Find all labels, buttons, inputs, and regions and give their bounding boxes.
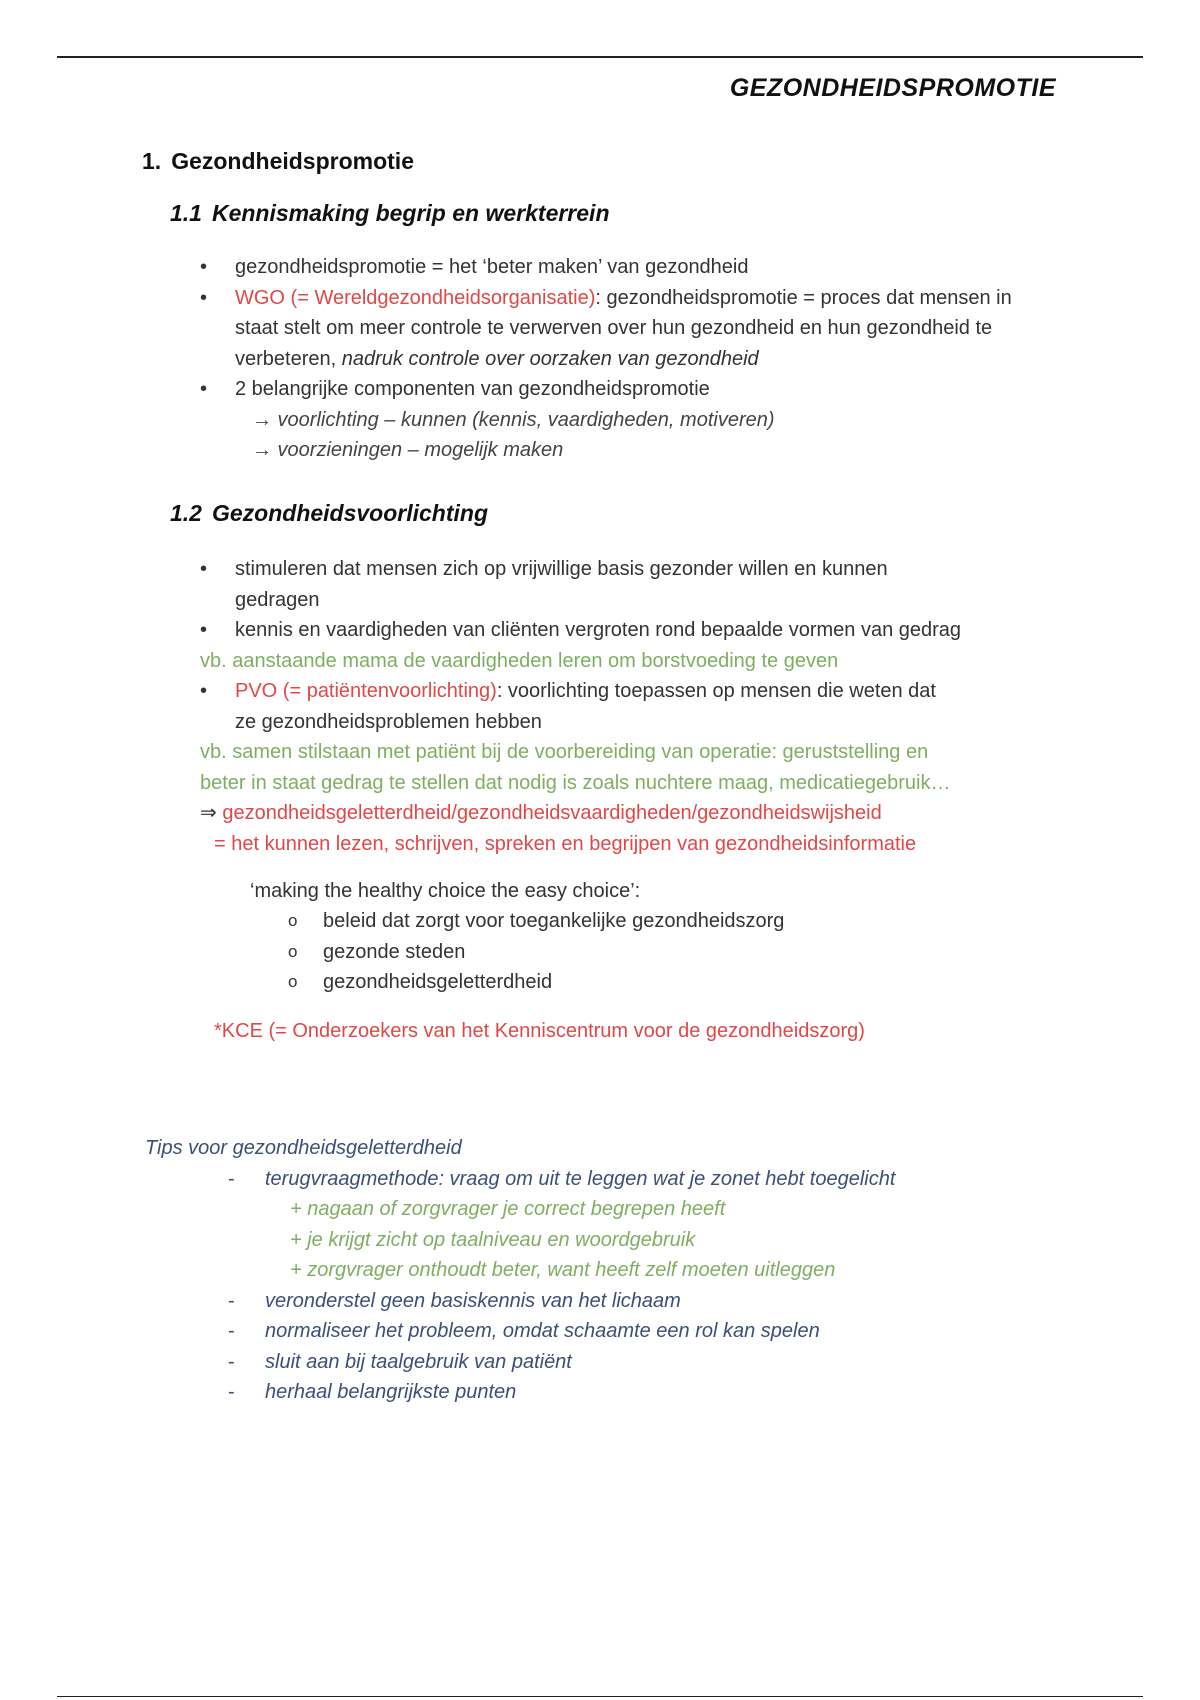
tip-item (0, 1286, 1200, 1317)
implication-line (0, 798, 1200, 829)
list-item (0, 676, 1200, 707)
list-item-text: gezondheidspromotie = het ‘beter maken’ van gezondheid (235, 256, 749, 278)
bullet-icon: • (200, 680, 208, 702)
tip-text: terugvraagmethode: vraag om uit te leggen wat je zonet hebt toegelicht (265, 1167, 896, 1190)
dash-icon: - (228, 1350, 235, 1373)
term-highlight: PVO (= patiëntenvoorlichting) (235, 680, 497, 702)
tip-text: veronderstel geen basiskennis van het lichaam (265, 1289, 681, 1312)
implication-text: gezondheidsgeletterdheid/gezondheidsvaardigheden/gezondheidswijsheid (222, 802, 882, 824)
term-highlight: WGO (= Wereldgezondheidsorganisatie) (235, 286, 596, 309)
list-item-text: stimuleren dat mensen zich op vrijwillige basis gezonder willen en kunnen (235, 558, 888, 580)
list-item (0, 615, 1200, 646)
tip-item (0, 1316, 1200, 1347)
list-item-continuation: ze gezondheidsproblemen hebben (235, 710, 542, 733)
section-heading-1 (142, 148, 414, 175)
tip-item (0, 1164, 1200, 1195)
tip-plus-item: + je krijgt zicht op taalniveau en woordgebruik (290, 1228, 696, 1251)
bullet-icon: • (200, 256, 208, 278)
document-title: GEZONDHEIDSPROMOTIE (729, 74, 1056, 102)
subsection-title: Kennismaking begrip en werkterrein (211, 200, 610, 226)
subsection-heading-1-1 (170, 200, 610, 227)
arrow-item: → voorzieningen – mogelijk maken (252, 439, 564, 461)
list-item-text: : gezondheidspromotie = proces dat mensen in (595, 286, 1012, 309)
bottom-rule (57, 1696, 1143, 1697)
circle-bullet-icon: o (288, 911, 298, 930)
list-item-text: 2 belangrijke componenten van gezondheidspromotie (235, 378, 710, 400)
sub-list-item (0, 967, 1200, 998)
bullet-icon: • (200, 558, 208, 580)
sub-list-item-text: beleid dat zorgt voor toegankelijke gezondheidszorg (323, 910, 785, 932)
sub-list (0, 906, 1200, 998)
definition-text: = het kunnen lezen, schrijven, spreken en begrijpen van gezondheidsinformatie (214, 832, 917, 855)
tip-text: normaliseer het probleem, omdat schaamte een rol kan spelen (265, 1320, 820, 1342)
subsection-number: 1.2 (170, 500, 202, 526)
kce-note: *KCE (= Onderzoekers van het Kenniscentrum voor de gezondheidszorg) (214, 1020, 865, 1042)
dash-icon: - (228, 1381, 235, 1403)
list-item-text: : voorlichting toepassen op mensen die weten dat (496, 680, 936, 702)
list-item (0, 374, 1200, 405)
tip-text: herhaal belangrijkste punten (265, 1381, 517, 1403)
implies-arrow-icon: ⇒ (200, 802, 217, 824)
tip-text: sluit aan bij taalgebruik van patiënt (265, 1350, 572, 1373)
list-item (0, 252, 1200, 283)
dash-icon: - (228, 1167, 235, 1190)
tips-section (0, 1133, 1200, 1408)
bullet-icon: • (200, 286, 208, 309)
tip-item (0, 1377, 1200, 1408)
example-text: vb. samen stilstaan met patiënt bij de voorbereiding van operatie: geruststelling en (200, 741, 929, 763)
top-rule (57, 56, 1143, 58)
section-number: 1. (142, 148, 162, 174)
sub-list-item (0, 906, 1200, 937)
dash-icon: - (228, 1289, 235, 1312)
tip-plus-item: + zorgvrager onthoudt beter, want heeft zelf moeten uitleggen (290, 1259, 836, 1281)
subsection-number: 1.1 (170, 200, 202, 226)
list-item-continuation: staat stelt om meer controle te verwerven over hun gezondheid en hun gezondheid te (235, 317, 993, 339)
subsection-heading-1-2 (170, 500, 488, 527)
section-1-2-content (0, 554, 1200, 859)
arrow-item: → voorlichting – kunnen (kennis, vaardigheden, motiveren) (252, 408, 775, 431)
emphasis-text: nadruk controle over oorzaken van gezondheid (341, 347, 759, 370)
circle-bullet-icon: o (288, 972, 298, 991)
bullet-icon: • (200, 378, 208, 400)
tip-plus-item: + nagaan of zorgvrager je correct begrepen heeft (290, 1198, 726, 1220)
dash-icon: - (228, 1320, 235, 1342)
list-item-text: verbeteren, (235, 347, 342, 370)
list-item-text: kennis en vaardigheden van cliënten vergroten rond bepaalde vormen van gedrag (235, 619, 962, 641)
tip-item (0, 1347, 1200, 1378)
subsection-title: Gezondheidsvoorlichting (211, 500, 488, 526)
tips-title: Tips voor gezondheidsgeletterdheid (145, 1137, 462, 1159)
sub-list-item (0, 937, 1200, 968)
list-item-continuation (0, 344, 1200, 375)
example-text: beter in staat gedrag te stellen dat nodig is zoals nuchtere maag, medicatiegebruik… (200, 771, 951, 794)
circle-bullet-icon: o (288, 941, 298, 961)
bullet-icon: • (200, 619, 208, 641)
list-item (0, 554, 1200, 585)
sub-list-item-text: gezondheidsgeletterdheid (323, 971, 553, 993)
quote-text: ‘making the healthy choice the easy choice’: (250, 880, 641, 902)
list-item-continuation: gedragen (235, 588, 320, 611)
list-item (0, 283, 1200, 314)
sub-list-item-text: gezonde steden (323, 940, 466, 963)
section-1-1-content (0, 252, 1200, 466)
example-text: vb. aanstaande mama de vaardigheden leren om borstvoeding te geven (200, 649, 839, 672)
section-title: Gezondheidspromotie (171, 148, 414, 174)
